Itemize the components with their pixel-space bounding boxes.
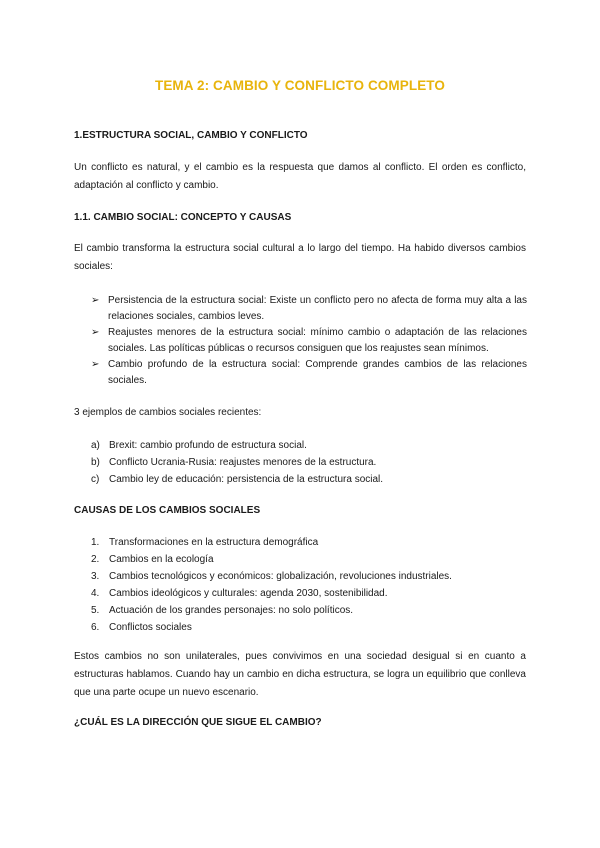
list-item: 2. Cambios en la ecología: [91, 554, 214, 565]
section-heading-causas: CAUSAS DE LOS CAMBIOS SOCIALES: [74, 505, 261, 516]
paragraph-cambio: El cambio transforma la estructura social cultural a lo largo del tiempo. Ha habido diversos cambios sociales:: [74, 243, 526, 272]
paragraph-conflicto: Un conflicto es natural, y el cambio es la respuesta que damos al conflicto. El orden es conflicto, adaptación al conflicto y cambio.: [74, 162, 526, 191]
list-item: ➢ Reajustes menores de la estructura social: mínimo cambio o adaptación de las relaciones sociales. Las políticas públicas o recursos consiguen que los reajustes sean mínimos.: [91, 327, 527, 354]
list-item: ➢ Persistencia de la estructura social: Existe un conflicto pero no afecta de forma muy alta a las relaciones sociales, cambios leves.: [91, 295, 527, 322]
list-item: 3. Cambios tecnológicos y económicos: globalización, revoluciones industriales.: [91, 571, 452, 582]
section-heading-direccion: ¿CUÁL ES LA DIRECCIÓN QUE SIGUE EL CAMBIO?: [74, 717, 322, 728]
arrow-bullet-icon: ➢: [91, 327, 100, 338]
change-types-list: [91, 293, 527, 389]
section-heading-cambio-social: 1.1. CAMBIO SOCIAL: CONCEPTO Y CAUSAS: [74, 212, 292, 223]
paragraph-unilaterales: Estos cambios no son unilaterales, pues convivimos en una sociedad desigual si en cuanto a estructuras hablamos. Cuando hay un cambio en dicha estructura, se logra un equilibrio que conlleva que una parte ocupe un nuevo escenario.: [74, 651, 526, 698]
list-item: a) Brexit: cambio profundo de estructura social.: [91, 440, 307, 451]
examples-intro: 3 ejemplos de cambios sociales recientes:: [74, 407, 262, 418]
list-item: 6. Conflictos sociales: [91, 622, 192, 633]
list-item: 5. Actuación de los grandes personajes: no solo políticos.: [91, 605, 354, 616]
list-item: ➢ Cambio profundo de la estructura social: Comprende grandes cambios de las relaciones sociales.: [91, 359, 527, 386]
document-title: TEMA 2: CAMBIO Y CONFLICTO COMPLETO: [154, 78, 445, 93]
section-heading-estructura: 1.ESTRUCTURA SOCIAL, CAMBIO Y CONFLICTO: [74, 130, 308, 141]
list-item: 4. Cambios ideológicos y culturales: agenda 2030, sostenibilidad.: [91, 588, 388, 599]
arrow-bullet-icon: ➢: [91, 359, 100, 370]
list-item: b) Conflicto Ucrania-Rusia: reajustes menores de la estructura.: [91, 457, 377, 468]
examples-list: [91, 437, 527, 488]
arrow-bullet-icon: ➢: [91, 295, 100, 306]
list-item: 1. Transformaciones en la estructura demográfica: [91, 537, 319, 548]
causes-list: [91, 534, 527, 636]
list-item: c) Cambio ley de educación: persistencia de la estructura social.: [91, 474, 384, 485]
